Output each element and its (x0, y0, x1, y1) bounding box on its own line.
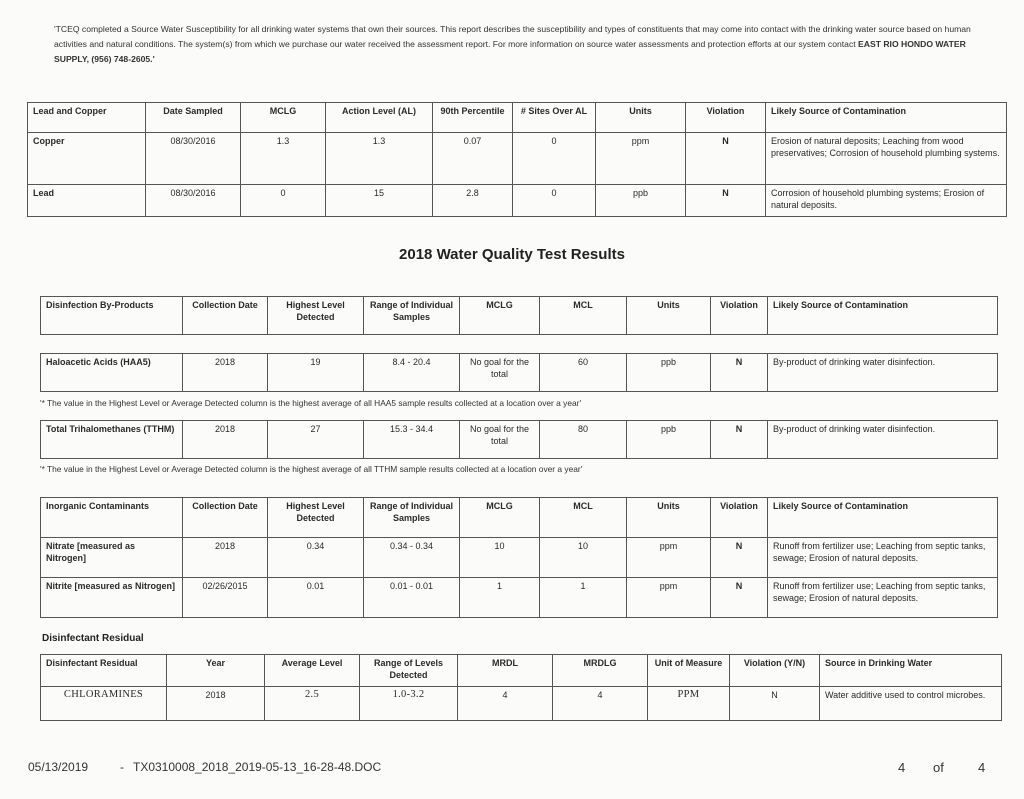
cell: ppb (627, 354, 711, 392)
cell: 15.3 - 34.4 (364, 421, 460, 459)
header-cell: Likely Source of Contamination (768, 498, 998, 538)
header-cell: 90th Percentile (433, 103, 513, 133)
table-row (28, 185, 1007, 217)
header-cell: Disinfection By-Products (41, 297, 183, 335)
cell: N (711, 538, 768, 578)
header-cell: MCL (540, 297, 627, 335)
cell: 2.5 (265, 687, 360, 721)
cell: CHLORAMINES (41, 687, 167, 721)
tthm-table (40, 420, 998, 459)
tthm-footnote: '* The value in the Highest Level or Average Detected column is the highest average of all TTHM sample results collected at a location over a year' (40, 464, 583, 474)
haa5-footnote: '* The value in the Highest Level or Average Detected column is the highest average of all HAA5 sample results collected at a location over a year' (40, 398, 582, 408)
cell: 27 (268, 421, 364, 459)
cell: ppm (596, 133, 686, 185)
header-cell: MCL (540, 498, 627, 538)
cell: ppb (627, 421, 711, 459)
cell: Corrosion of household plumbing systems; Erosion of natural deposits. (766, 185, 1007, 217)
table-header-row (41, 655, 1002, 687)
cell: PPM (648, 687, 730, 721)
table-row (41, 421, 998, 459)
cell: 08/30/2016 (146, 133, 241, 185)
header-cell: Violation (711, 498, 768, 538)
header-cell: MCLG (241, 103, 326, 133)
table-row (28, 133, 1007, 185)
header-cell: Year (167, 655, 265, 687)
header-cell: Units (627, 498, 711, 538)
table-header-row (41, 297, 998, 335)
cell: 08/30/2016 (146, 185, 241, 217)
disinfectant-residual-label: Disinfectant Residual (42, 633, 144, 644)
cell: N (711, 578, 768, 618)
header-cell: Highest Level Detected (268, 297, 364, 335)
header-cell: MRDL (458, 655, 553, 687)
header-cell: Collection Date (183, 498, 268, 538)
header-cell: Units (596, 103, 686, 133)
table-row (41, 354, 998, 392)
header-cell: Disinfectant Residual (41, 655, 167, 687)
header-cell: Range of Individual Samples (364, 297, 460, 335)
header-cell: Units (627, 297, 711, 335)
cell: 2.8 (433, 185, 513, 217)
footer-filename: TX0310008_2018_2019-05-13_16-28-48.DOC (133, 760, 382, 774)
cell: By-product of drinking water disinfection. (768, 421, 998, 459)
header-cell: Likely Source of Contamination (768, 297, 998, 335)
header-cell: Collection Date (183, 297, 268, 335)
cell: 02/26/2015 (183, 578, 268, 618)
cell: 2018 (183, 538, 268, 578)
cell: Runoff from fertilizer use; Leaching from septic tanks, sewage; Erosion of natural deposits. (768, 538, 998, 578)
cell: 1.3 (326, 133, 433, 185)
cell: 0.34 - 0.34 (364, 538, 460, 578)
haa5-table (40, 353, 998, 392)
cell: Water additive used to control microbes. (820, 687, 1002, 721)
header-cell: Source in Drinking Water (820, 655, 1002, 687)
cell: 0.34 (268, 538, 364, 578)
cell: N (711, 354, 768, 392)
lead-copper-table (27, 102, 1007, 217)
header-cell: MCLG (460, 498, 540, 538)
cell: N (686, 133, 766, 185)
header-cell: Inorganic Contaminants (41, 498, 183, 538)
table-header-row (41, 498, 998, 538)
header-cell: Highest Level Detected (268, 498, 364, 538)
table-row (41, 578, 998, 618)
cell: 0 (513, 133, 596, 185)
footer-total-pages: 4 (978, 760, 986, 775)
footer-of: of (933, 760, 944, 775)
cell: 19 (268, 354, 364, 392)
cell: No goal for the total (460, 354, 540, 392)
header-cell: Likely Source of Contamination (766, 103, 1007, 133)
intro-contact: EAST RIO HONDO WATER SUPPLY, (956) 748-2605.' (54, 39, 966, 64)
cell: N (711, 421, 768, 459)
cell: 1.0-3.2 (360, 687, 458, 721)
header-cell: Average Level (265, 655, 360, 687)
cell: 2018 (183, 421, 268, 459)
cell: Erosion of natural deposits; Leaching from wood preservatives; Corrosion of household plumbing systems. (766, 133, 1007, 185)
header-cell: Violation (711, 297, 768, 335)
cell: 0.01 - 0.01 (364, 578, 460, 618)
cell: Runoff from fertilizer use; Leaching from septic tanks, sewage; Erosion of natural deposits. (768, 578, 998, 618)
cell: Nitrite [measured as Nitrogen] (41, 578, 183, 618)
cell: By-product of drinking water disinfection. (768, 354, 998, 392)
cell: 60 (540, 354, 627, 392)
header-cell: Lead and Copper (28, 103, 146, 133)
footer-dash: - (120, 760, 124, 774)
disinfectant-residual-table (40, 654, 1002, 721)
header-cell: Unit of Measure (648, 655, 730, 687)
cell: 10 (540, 538, 627, 578)
cell: N (686, 185, 766, 217)
header-cell: MRDLG (553, 655, 648, 687)
cell: 1.3 (241, 133, 326, 185)
inorganic-table (40, 497, 998, 618)
cell: 0.07 (433, 133, 513, 185)
cell: 15 (326, 185, 433, 217)
cell: 10 (460, 538, 540, 578)
header-cell: Range of Individual Samples (364, 498, 460, 538)
table-header-row (28, 103, 1007, 133)
cell: 4 (458, 687, 553, 721)
header-cell: Date Sampled (146, 103, 241, 133)
cell: 0 (513, 185, 596, 217)
cell: 2018 (183, 354, 268, 392)
dbp-header-table (40, 296, 998, 335)
intro-text: 'TCEQ completed a Source Water Susceptibility for all drinking water systems that own their sources. This report describes the susceptibility and types of constituents that may come into contact with the drinking water source based on human activities and natural conditions. The system(s) from which we purchase our water received the assessment report. For more information on source water assessments and protection efforts at our system contact (54, 24, 971, 49)
header-cell: MCLG (460, 297, 540, 335)
cell: No goal for the total (460, 421, 540, 459)
cell: 2018 (167, 687, 265, 721)
cell: 8.4 - 20.4 (364, 354, 460, 392)
cell: 1 (460, 578, 540, 618)
footer-date: 05/13/2019 (28, 760, 89, 774)
cell: 4 (553, 687, 648, 721)
cell: 0.01 (268, 578, 364, 618)
cell: Lead (28, 185, 146, 217)
cell: 1 (540, 578, 627, 618)
header-cell: Violation (686, 103, 766, 133)
header-cell: Action Level (AL) (326, 103, 433, 133)
cell: 80 (540, 421, 627, 459)
cell: ppm (627, 538, 711, 578)
cell: Nitrate [measured as Nitrogen] (41, 538, 183, 578)
header-cell: # Sites Over AL (513, 103, 596, 133)
cell: N (730, 687, 820, 721)
table-row (41, 687, 1002, 721)
cell: 0 (241, 185, 326, 217)
cell: ppm (627, 578, 711, 618)
header-cell: Violation (Y/N) (730, 655, 820, 687)
cell: Total Trihalomethanes (TTHM) (41, 421, 183, 459)
cell: Haloacetic Acids (HAA5) (41, 354, 183, 392)
cell: Copper (28, 133, 146, 185)
source-water-intro (54, 22, 984, 67)
header-cell: Range of Levels Detected (360, 655, 458, 687)
section-title: 2018 Water Quality Test Results (399, 246, 625, 263)
table-row (41, 538, 998, 578)
cell: ppb (596, 185, 686, 217)
footer-page-number: 4 (898, 760, 906, 775)
